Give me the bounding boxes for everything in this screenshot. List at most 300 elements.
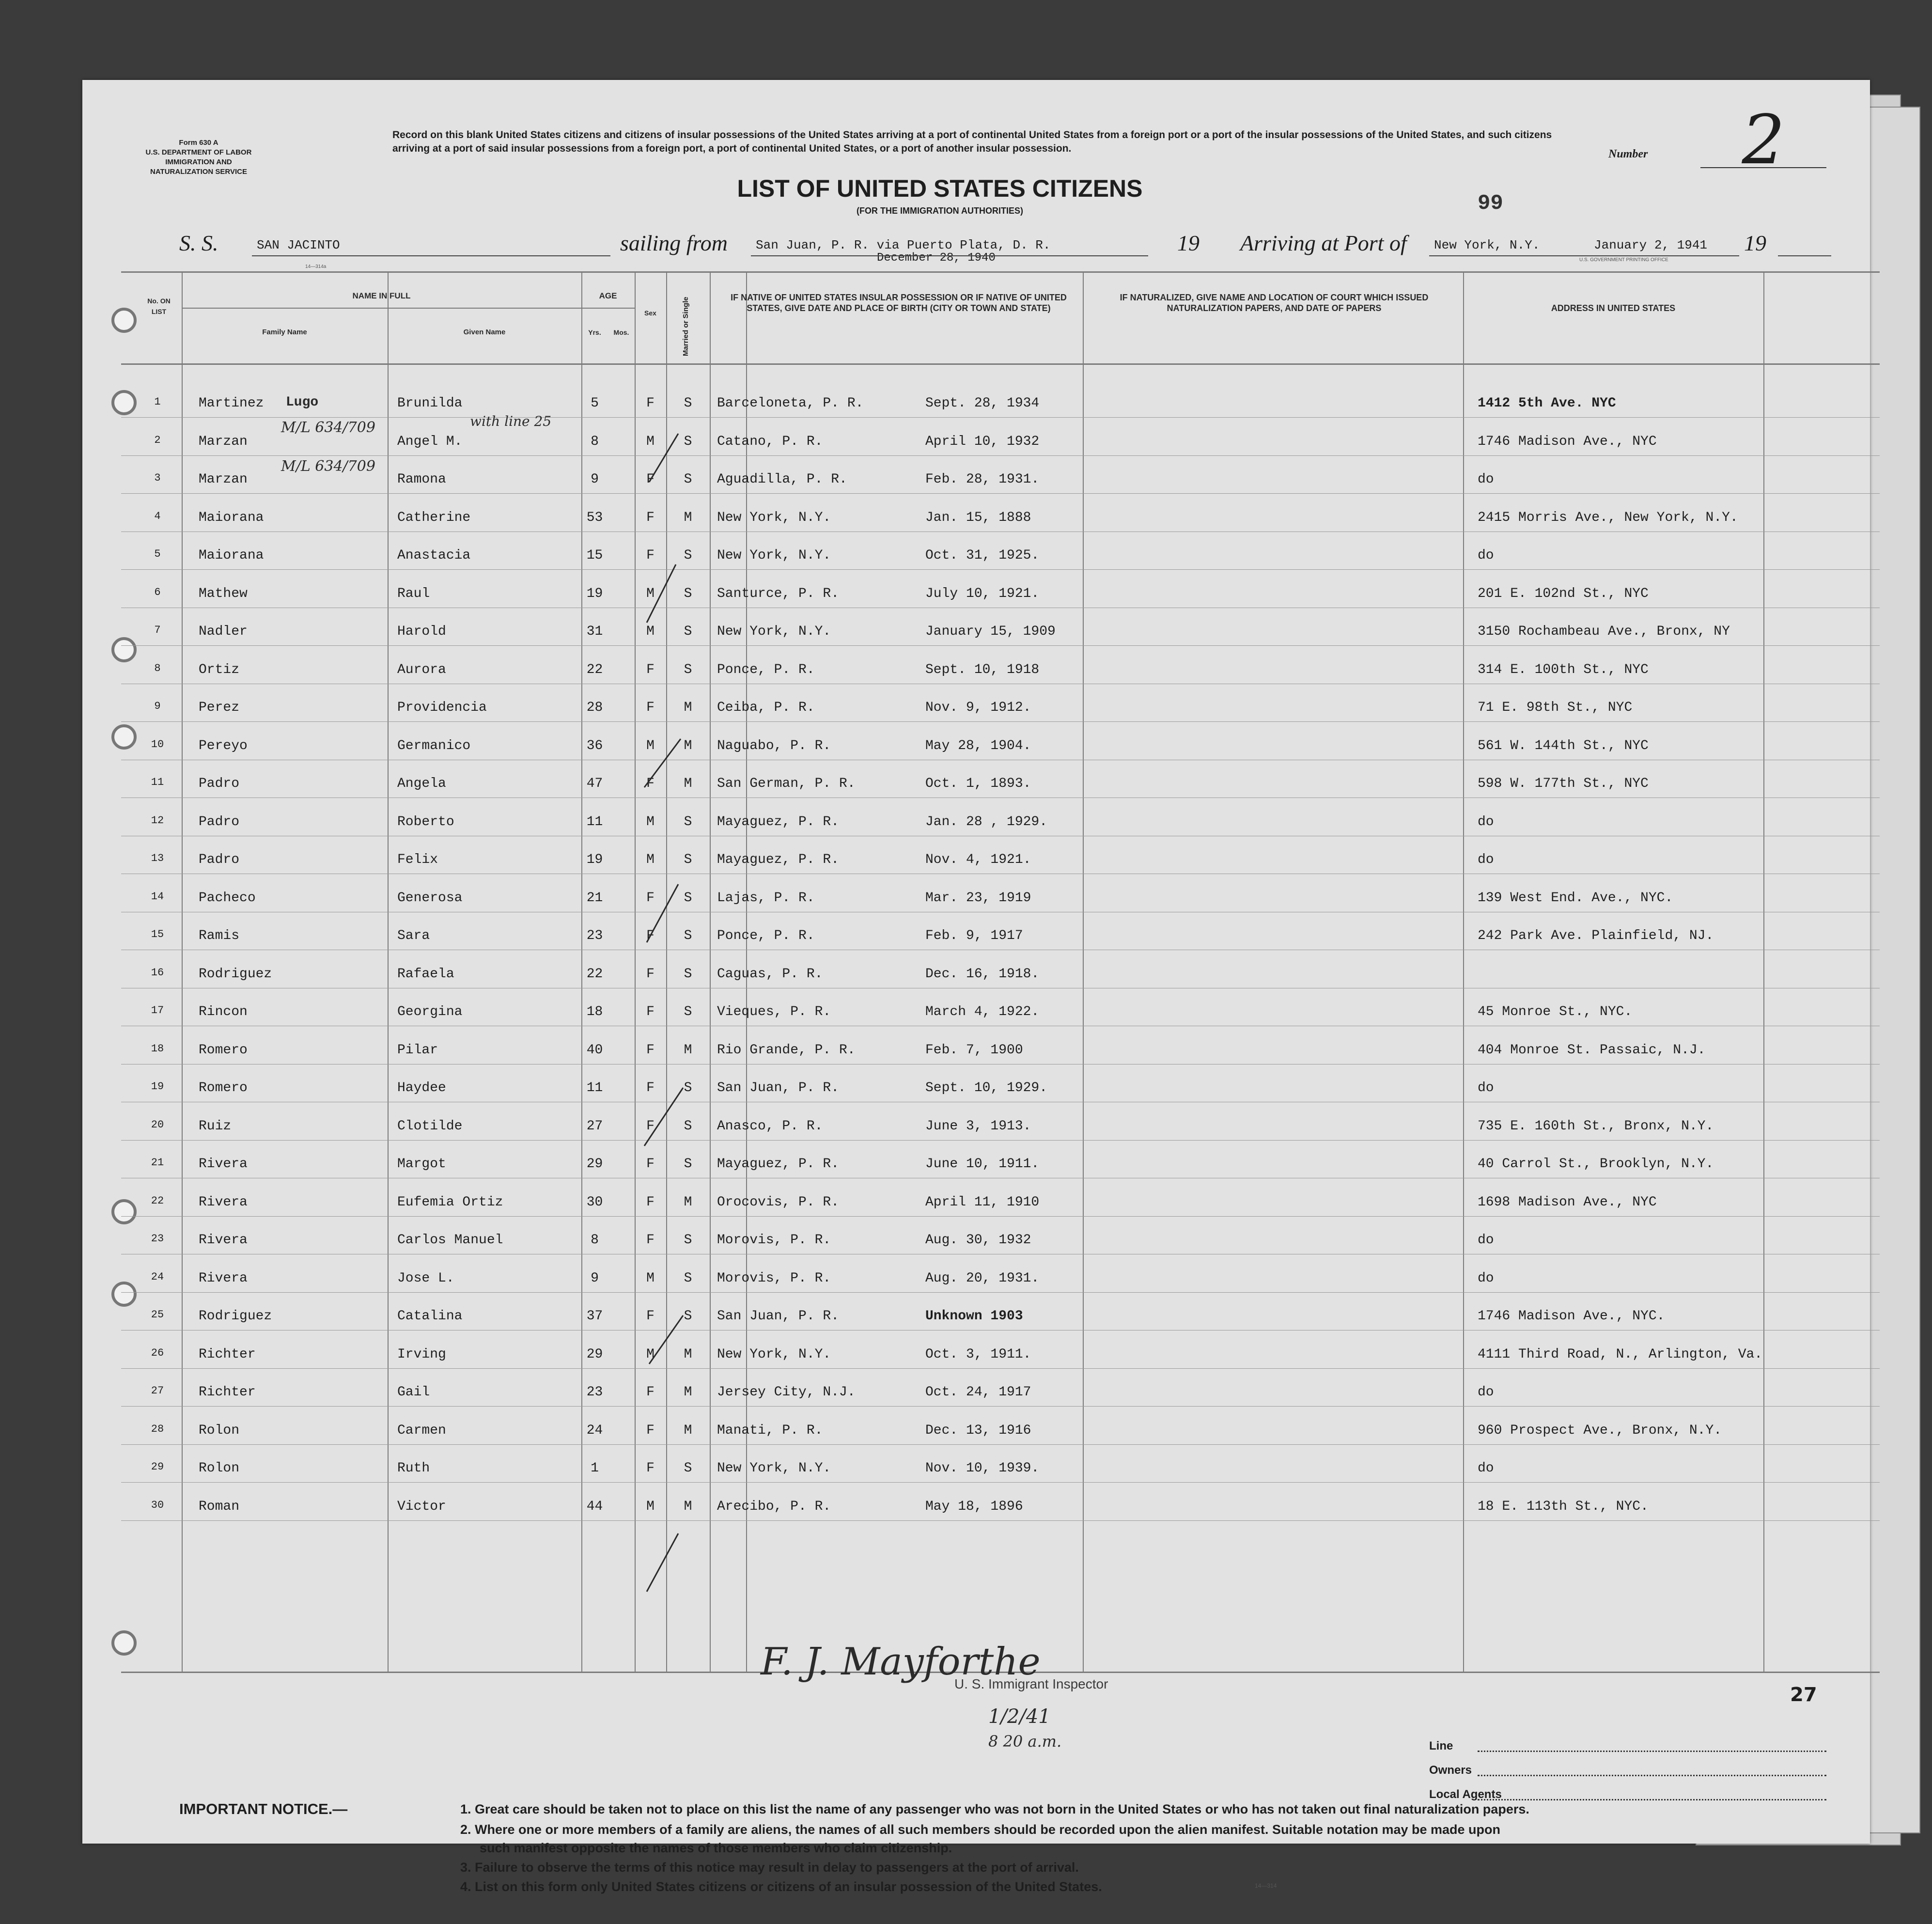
row-sex-cell: M: [646, 852, 654, 867]
header-given-name: Given Name: [463, 328, 506, 336]
row-given-cell: Harold: [397, 624, 446, 639]
row-ms-cell: S: [684, 1309, 692, 1324]
row-family-cell: Rivera: [199, 1233, 248, 1248]
row-date-cell: Oct. 31, 1925.: [925, 548, 1040, 563]
row-date-cell: June 10, 1911.: [925, 1157, 1040, 1172]
row-address-cell: 18 E. 113th St., NYC.: [1478, 1499, 1649, 1514]
row-place-cell: Anasco, P. R.: [717, 1118, 823, 1134]
col-rule: [1463, 271, 1464, 1672]
row-age-cell: 11: [586, 814, 603, 829]
row-rule: [121, 417, 1880, 418]
row-date-cell: Mar. 23, 1919: [925, 890, 1031, 906]
row-given-cell: Irving: [397, 1346, 446, 1362]
row-sex-cell: F: [646, 1080, 654, 1095]
notice-item-3: 3. Failure to observe the terms of this notice may result in delay to passengers at the port of arrival.: [460, 1860, 1079, 1875]
row-place-cell: Aguadilla, P. R.: [717, 472, 847, 487]
row-family-cell: Maiorana: [199, 510, 264, 525]
ship-line: [252, 255, 610, 256]
row-date-cell: June 3, 1913.: [925, 1118, 1031, 1134]
row-no-cell: 18: [151, 1042, 164, 1055]
row-place-cell: Jersey City, N.J.: [717, 1385, 856, 1400]
row-place-cell: Santurce, P. R.: [717, 586, 840, 601]
row-sex-cell: F: [646, 1157, 654, 1172]
row-family-cell: Nadler: [199, 624, 248, 639]
row-no-cell: 5: [154, 548, 161, 560]
notice-lead: IMPORTANT NOTICE.—: [179, 1800, 348, 1817]
row-place-cell: Mayaguez, P. R.: [717, 852, 840, 867]
row-sex-cell: F: [646, 928, 654, 943]
row-sex-cell: F: [646, 548, 654, 563]
row-no-cell: 17: [151, 1004, 164, 1017]
row-age-cell: 21: [586, 890, 603, 906]
row-address-cell: 735 E. 160th St., Bronx, N.Y.: [1478, 1118, 1714, 1134]
owners-label: Owners: [1429, 1764, 1472, 1777]
row-given-cell: Raul: [397, 586, 430, 601]
row-address-cell: 1746 Madison Ave., NYC: [1478, 434, 1657, 449]
row-place-cell: Barceloneta, P. R.: [717, 396, 864, 411]
row-address-cell: 201 E. 102nd St., NYC: [1478, 586, 1649, 601]
row-date-cell: Sept. 10, 1918: [925, 662, 1040, 677]
col-rule: [388, 271, 389, 1672]
row-age-cell: 19: [586, 586, 603, 601]
row-date-cell: Sept. 10, 1929.: [925, 1080, 1048, 1095]
sailing-date: December 28, 1940: [877, 251, 996, 265]
row-date-cell: July 10, 1921.: [925, 586, 1040, 601]
row-rule: [121, 1216, 1880, 1217]
row-family-cell: Rivera: [199, 1157, 248, 1172]
row-no-cell: 4: [154, 510, 161, 522]
row-family-cell: Pereyo: [199, 738, 248, 753]
row-age-cell: 28: [586, 700, 603, 715]
row-family-cell: Ortiz: [199, 662, 240, 677]
row-rule: [121, 1444, 1880, 1445]
row-date-cell: May 18, 1896: [925, 1499, 1023, 1514]
arrival-line: [1429, 255, 1739, 256]
row-ms-cell: S: [684, 472, 692, 487]
row-rule: [121, 721, 1880, 722]
row-family-cell: Rivera: [199, 1194, 248, 1210]
punch-hole: [111, 390, 137, 415]
row-ms-cell: S: [684, 624, 692, 639]
row-address-cell: 2415 Morris Ave., New York, N.Y.: [1478, 510, 1738, 525]
row-sex-cell: F: [646, 510, 654, 525]
row-no-cell: 22: [151, 1194, 164, 1207]
page-subtitle: (FOR THE IMMIGRATION AUTHORITIES): [857, 206, 1023, 216]
row-no-cell: 14: [151, 890, 164, 903]
line-field: [1478, 1751, 1826, 1752]
row-family-cell: Rolon: [199, 1423, 240, 1438]
sailing-from: San Juan, P. R. via Puerto Plata, D. R.: [756, 238, 1051, 252]
row-given-cell: Georgina: [397, 1004, 463, 1019]
row-ms-cell: S: [684, 890, 692, 906]
row-family-cell: Richter: [199, 1385, 256, 1400]
row-place-cell: Rio Grande, P. R.: [717, 1042, 856, 1058]
row-no-cell: 26: [151, 1346, 164, 1359]
row-no-cell: 10: [151, 738, 164, 751]
row-ms-cell: S: [684, 396, 692, 411]
row-no-cell: 7: [154, 624, 161, 636]
row-age-cell: 27: [586, 1118, 603, 1134]
row-sex-cell: M: [646, 1270, 654, 1286]
row-place-cell: Ceiba, P. R.: [717, 700, 815, 715]
row-sex-cell: F: [646, 1042, 654, 1058]
row-ms-cell: S: [684, 1118, 692, 1134]
row-age-cell: 15: [586, 548, 603, 563]
row-family-cell: Ruiz: [199, 1118, 232, 1134]
row-family-cell: Marzan: [199, 434, 248, 449]
row-sex-cell: M: [646, 586, 654, 601]
row-family-cell: Padro: [199, 814, 240, 829]
row-address-cell: do: [1478, 1233, 1494, 1248]
row-rule: [121, 1368, 1880, 1369]
row-address-cell: 561 W. 144th St., NYC: [1478, 738, 1649, 753]
check-stroke: [644, 739, 681, 787]
row-family-cell: Padro: [199, 776, 240, 791]
check-stroke: [649, 434, 678, 482]
row-address-cell: 960 Prospect Ave., Bronx, N.Y.: [1478, 1423, 1722, 1438]
notice-item-2-cont: such manifest opposite the names of those members who claim citizenship.: [480, 1841, 952, 1855]
row-date-cell: Jan. 28 , 1929.: [925, 814, 1048, 829]
row-address-cell: 4111 Third Road, N., Arlington, Va.: [1478, 1346, 1763, 1362]
header-name-in-full: NAME IN FULL: [352, 291, 411, 300]
row-date-cell: April 10, 1932: [925, 434, 1040, 449]
row-date-cell: Feb. 7, 1900: [925, 1042, 1023, 1058]
row-address-cell: do: [1478, 814, 1494, 829]
row-family-cell: Rodriguez: [199, 1309, 272, 1324]
passenger-count: 27: [1790, 1684, 1817, 1706]
sailing-label: sailing from: [620, 231, 728, 255]
row-ms-cell: S: [684, 662, 692, 677]
row-no-cell: 21: [151, 1157, 164, 1169]
ss-label: S. S.: [179, 231, 218, 255]
row-family-cell: Rivera: [199, 1270, 248, 1286]
row-family-cell: Pacheco: [199, 890, 256, 906]
check-stroke: [647, 1533, 678, 1592]
row-address-cell: 242 Park Ave. Plainfield, NJ.: [1478, 928, 1714, 943]
row-date-cell: Nov. 10, 1939.: [925, 1461, 1040, 1476]
row-date-cell: Dec. 16, 1918.: [925, 966, 1040, 982]
row-date-cell: Jan. 15, 1888: [925, 510, 1031, 525]
row-date-cell: April 11, 1910: [925, 1194, 1040, 1210]
row-no-cell: 2: [154, 434, 161, 446]
row-place-cell: San Juan, P. R.: [717, 1080, 840, 1095]
row-family-cell: Richter: [199, 1346, 256, 1362]
row-place-cell: Catano, P. R.: [717, 434, 823, 449]
row-address-cell: do: [1478, 548, 1494, 563]
row-ms-cell: S: [684, 928, 692, 943]
row-sex-cell: F: [646, 1423, 654, 1438]
notice-item-4: 4. List on this form only United States citizens or citizens of an insular possession of the United States.: [460, 1879, 1102, 1894]
row-given-cell: Anastacia: [397, 548, 471, 563]
row-family-cell: Mathew: [199, 586, 248, 601]
row-rule: [121, 455, 1880, 456]
row-ms-cell: S: [684, 1233, 692, 1248]
header-birth: IF NATIVE OF UNITED STATES INSULAR POSSESSION OR IF NATIVE OF UNITED STATES, GIVE DATE AND PLACE OF BIRTH (CITY OR TOWN AND STATE): [731, 293, 1067, 313]
row-ms-cell: S: [684, 1270, 692, 1286]
ship-name: SAN JACINTO: [257, 238, 340, 252]
row-address-cell: 1698 Madison Ave., NYC: [1478, 1194, 1657, 1210]
row-age-cell: 23: [586, 1385, 603, 1400]
row-sex-cell: F: [646, 1194, 654, 1210]
row-given-cell: Catalina: [397, 1309, 463, 1324]
row-family-cell: Padro: [199, 852, 240, 867]
row-ms-cell: M: [684, 1346, 692, 1362]
row-sex-cell: F: [646, 890, 654, 906]
year-label: 19: [1744, 231, 1766, 255]
row-ms-cell: M: [684, 738, 692, 753]
notice-item-1: 1. Great care should be taken not to place on this list the name of any passenger who was not born in the United States or who has not taken out final naturalization papers.: [460, 1802, 1529, 1816]
row-given-cell: Providencia: [397, 700, 487, 715]
row-place-cell: Mayaguez, P. R.: [717, 1157, 840, 1172]
row-ms-cell: S: [684, 1157, 692, 1172]
arrival-port: New York, N.Y.: [1434, 238, 1540, 252]
row-no-cell: 27: [151, 1385, 164, 1397]
check-stroke: [649, 1315, 683, 1364]
row-place-cell: San Juan, P. R.: [717, 1309, 840, 1324]
row-sex-cell: F: [646, 1309, 654, 1324]
row-place-cell: Morovis, P. R.: [717, 1270, 831, 1286]
header-sex: Sex: [644, 309, 656, 317]
row-age-cell: 5: [591, 396, 599, 411]
row-given-cell: Generosa: [397, 890, 463, 906]
row-given-cell: Aurora: [397, 662, 446, 677]
row-family-cell: Roman: [199, 1499, 240, 1514]
row-given-cell: Germanico: [397, 738, 471, 753]
printer-code: U.S. GOVERNMENT PRINTING OFFICE: [1579, 257, 1668, 263]
header-address: ADDRESS IN UNITED STATES: [1551, 303, 1676, 313]
row-family-cell: Ramis: [199, 928, 240, 943]
row-address-cell: do: [1478, 472, 1494, 487]
row-family-cell: Perez: [199, 700, 240, 715]
row-address-cell: 40 Carrol St., Brooklyn, N.Y.: [1478, 1157, 1714, 1172]
number-label: Number: [1608, 148, 1648, 160]
page-title: LIST OF UNITED STATES CITIZENS: [737, 175, 1143, 202]
row-sex-cell: M: [646, 738, 654, 753]
row-ms-cell: M: [684, 1423, 692, 1438]
row-address-cell: do: [1478, 1461, 1494, 1476]
row-no-cell: 13: [151, 852, 164, 864]
row-family-cell: Romero: [199, 1042, 248, 1058]
row-place-cell: Lajas, P. R.: [717, 890, 815, 906]
row-place-cell: Manati, P. R.: [717, 1423, 823, 1438]
row-given-cell: Eufemia Ortiz: [397, 1194, 503, 1210]
row-date-cell: Nov. 9, 1912.: [925, 700, 1031, 715]
row-given-cell: Ruth: [397, 1461, 430, 1476]
row-rule: [121, 645, 1880, 646]
row-address-cell: 71 E. 98th St., NYC: [1478, 700, 1633, 715]
page-stamp: 99: [1478, 191, 1503, 216]
bottom-form-code: 14—314: [1255, 1882, 1277, 1889]
row-given-cell: Carmen: [397, 1423, 446, 1438]
line-label: Line: [1429, 1739, 1453, 1752]
owners-field: [1478, 1775, 1826, 1776]
row-rule: [121, 1406, 1880, 1407]
row-ms-cell: M: [684, 1042, 692, 1058]
row-place-cell: New York, N.Y.: [717, 548, 831, 563]
row-sex-cell: M: [646, 624, 654, 639]
row-no-cell: 23: [151, 1233, 164, 1245]
row-address-cell: 139 West End. Ave., NYC.: [1478, 890, 1673, 906]
row-ms-cell: S: [684, 548, 692, 563]
row-date-cell: Feb. 28, 1931.: [925, 472, 1040, 487]
row-ms-cell: S: [684, 966, 692, 982]
row-age-cell: 22: [586, 662, 603, 677]
row-sex-cell: M: [646, 1346, 654, 1362]
row-address-cell: 404 Monroe St. Passaic, N.J.: [1478, 1042, 1706, 1058]
row-rule: [121, 1520, 1880, 1521]
row-rule: [121, 569, 1880, 570]
inspector-label: U. S. Immigrant Inspector: [954, 1676, 1108, 1691]
row-no-cell: 20: [151, 1118, 164, 1131]
inspector-signature: F. J. Mayforthe: [761, 1640, 1041, 1684]
row-age-cell: 22: [586, 966, 603, 982]
row-family-cell: Martinez: [199, 396, 264, 411]
row-age-cell: 29: [586, 1346, 603, 1362]
row-place-cell: New York, N.Y.: [717, 1461, 831, 1476]
row-place-cell: Orocovis, P. R.: [717, 1194, 840, 1210]
row-given-cell: Angela: [397, 776, 446, 791]
row-ms-cell: M: [684, 700, 692, 715]
row-sex-cell: M: [646, 1499, 654, 1514]
row-sex-cell: F: [646, 1233, 654, 1248]
punch-hole: [111, 724, 137, 750]
row-age-cell: 53: [586, 510, 603, 525]
arrival-date: January 2, 1941: [1594, 238, 1708, 252]
row-given-cell: Gail: [397, 1385, 430, 1400]
form-instructions: Record on this blank United States citizens and citizens of insular possessions of the United States arriving at a port of continental United States from a foreign port or a port of the insular possessions of the United States, and such citizens arriving at a port of said insular possessions from a foreign port, a port of continental United States, or a port of another insular possession.: [392, 129, 1552, 154]
row-no-cell: 29: [151, 1461, 164, 1473]
header-mos: Mos.: [613, 328, 629, 336]
table-top-rule: [121, 271, 1880, 273]
row-ms-cell: M: [684, 776, 692, 791]
row-given-cell: Haydee: [397, 1080, 446, 1095]
row-no-cell: 15: [151, 928, 164, 940]
row-sex-cell: M: [646, 814, 654, 829]
row-age-cell: 30: [586, 1194, 603, 1210]
annotation-with-line: with line 25: [470, 413, 552, 429]
row-sex-cell: F: [646, 776, 654, 791]
header-family-name: Family Name: [262, 328, 307, 336]
row-age-cell: 1: [591, 1461, 599, 1476]
row-no-cell: 24: [151, 1270, 164, 1283]
punch-hole: [111, 308, 137, 333]
row-given-cell: Margot: [397, 1157, 446, 1172]
row-given-cell: Brunilda: [397, 396, 463, 411]
row-sex-cell: F: [646, 396, 654, 411]
punch-hole: [111, 1630, 137, 1656]
year-label: 19: [1177, 231, 1200, 255]
row-age-cell: 9: [591, 472, 599, 487]
row-date-cell: Sept. 28, 1934: [925, 396, 1040, 411]
row-family-cell: Rodriguez: [199, 966, 272, 982]
row-ms-cell: M: [684, 510, 692, 525]
row-address-cell: 1746 Madison Ave., NYC.: [1478, 1309, 1665, 1324]
row-date-cell: May 28, 1904.: [925, 738, 1031, 753]
row-given-cell: Roberto: [397, 814, 454, 829]
row-given-cell: Ramona: [397, 472, 446, 487]
row-age-cell: 9: [591, 1270, 599, 1286]
row-family-cell: Romero: [199, 1080, 248, 1095]
row-age-cell: 11: [586, 1080, 603, 1095]
row-place-cell: New York, N.Y.: [717, 1346, 831, 1362]
row-date-cell: Aug. 30, 1932: [925, 1233, 1031, 1248]
row-address-cell: do: [1478, 1270, 1494, 1286]
row-age-cell: 31: [586, 624, 603, 639]
sailing-line: [751, 255, 1148, 256]
row-no-cell: 30: [151, 1499, 164, 1511]
row-rule: [121, 493, 1880, 494]
row-family-cell: Marzan: [199, 472, 248, 487]
row-place-cell: Ponce, P. R.: [717, 928, 815, 943]
row-ms-cell: M: [684, 1385, 692, 1400]
row-given-cell: Felix: [397, 852, 438, 867]
row-no-cell: 28: [151, 1423, 164, 1435]
row-ms-cell: S: [684, 814, 692, 829]
row-no-cell: 1: [154, 396, 161, 408]
row-rule: [121, 1482, 1880, 1483]
row-place-cell: Arecibo, P. R.: [717, 1499, 831, 1514]
row-age-cell: 29: [586, 1157, 603, 1172]
row-place-cell: Caguas, P. R.: [717, 966, 823, 982]
row-place-cell: Mayaguez, P. R.: [717, 814, 840, 829]
header-yrs: Yrs.: [588, 328, 601, 336]
row-address-cell: do: [1478, 852, 1494, 867]
row-place-cell: Ponce, P. R.: [717, 662, 815, 677]
row-ms-cell: S: [684, 852, 692, 867]
row-date-cell: March 4, 1922.: [925, 1004, 1040, 1019]
form-identifier: Form 630 A U.S. DEPARTMENT OF LABOR IMMIGRATION AND NATURALIZATION SERVICE: [145, 139, 252, 176]
row-age-cell: 40: [586, 1042, 603, 1058]
manifest-page: [82, 80, 1870, 1894]
notice-item-2: 2. Where one or more members of a family are aliens, the names of all such members should be recorded upon the alien manifest. Suitable notation may be made upon: [460, 1822, 1501, 1837]
row-age-cell: 8: [591, 434, 599, 449]
row-sex-cell: M: [646, 434, 654, 449]
row-sex-cell: F: [646, 662, 654, 677]
row-no-cell: 12: [151, 814, 164, 827]
row-ms-cell: S: [684, 1461, 692, 1476]
row-sex-cell: F: [646, 1118, 654, 1134]
row-place-cell: Naguabo, P. R.: [717, 738, 831, 753]
stamp-time: 8 20 a.m.: [988, 1732, 1062, 1751]
check-stroke: [647, 884, 678, 942]
row-sex-cell: F: [646, 1461, 654, 1476]
header-age: AGE: [599, 291, 617, 300]
row-age-cell: 24: [586, 1423, 603, 1438]
row-given-cell: Victor: [397, 1499, 446, 1514]
row-sex-cell: F: [646, 700, 654, 715]
row-no-cell: 25: [151, 1309, 164, 1321]
row-no-cell: 9: [154, 700, 161, 712]
row-place-cell: San German, P. R.: [717, 776, 856, 791]
row-given-cell: Angel M.: [397, 434, 463, 449]
row-rule: [121, 1140, 1880, 1141]
row-address-cell: 314 E. 100th St., NYC: [1478, 662, 1649, 677]
row-place-cell: New York, N.Y.: [717, 510, 831, 525]
row-no-cell: 16: [151, 966, 164, 979]
row-address-cell: 45 Monroe St., NYC.: [1478, 1004, 1633, 1019]
row-given-cell: Clotilde: [397, 1118, 463, 1134]
row-date-cell: Unknown 1903: [925, 1309, 1023, 1324]
row-age-cell: 19: [586, 852, 603, 867]
row-given-cell: Jose L.: [397, 1270, 454, 1286]
list-number: 2: [1700, 114, 1826, 168]
punch-hole: [111, 1199, 137, 1224]
row-ms-cell: M: [684, 1194, 692, 1210]
row-age-cell: 23: [586, 928, 603, 943]
stamp-date: 1/2/41: [988, 1705, 1051, 1728]
annotation-ml-row3: M/L 634/709: [281, 458, 375, 475]
form-code: 14—314a: [305, 264, 327, 269]
